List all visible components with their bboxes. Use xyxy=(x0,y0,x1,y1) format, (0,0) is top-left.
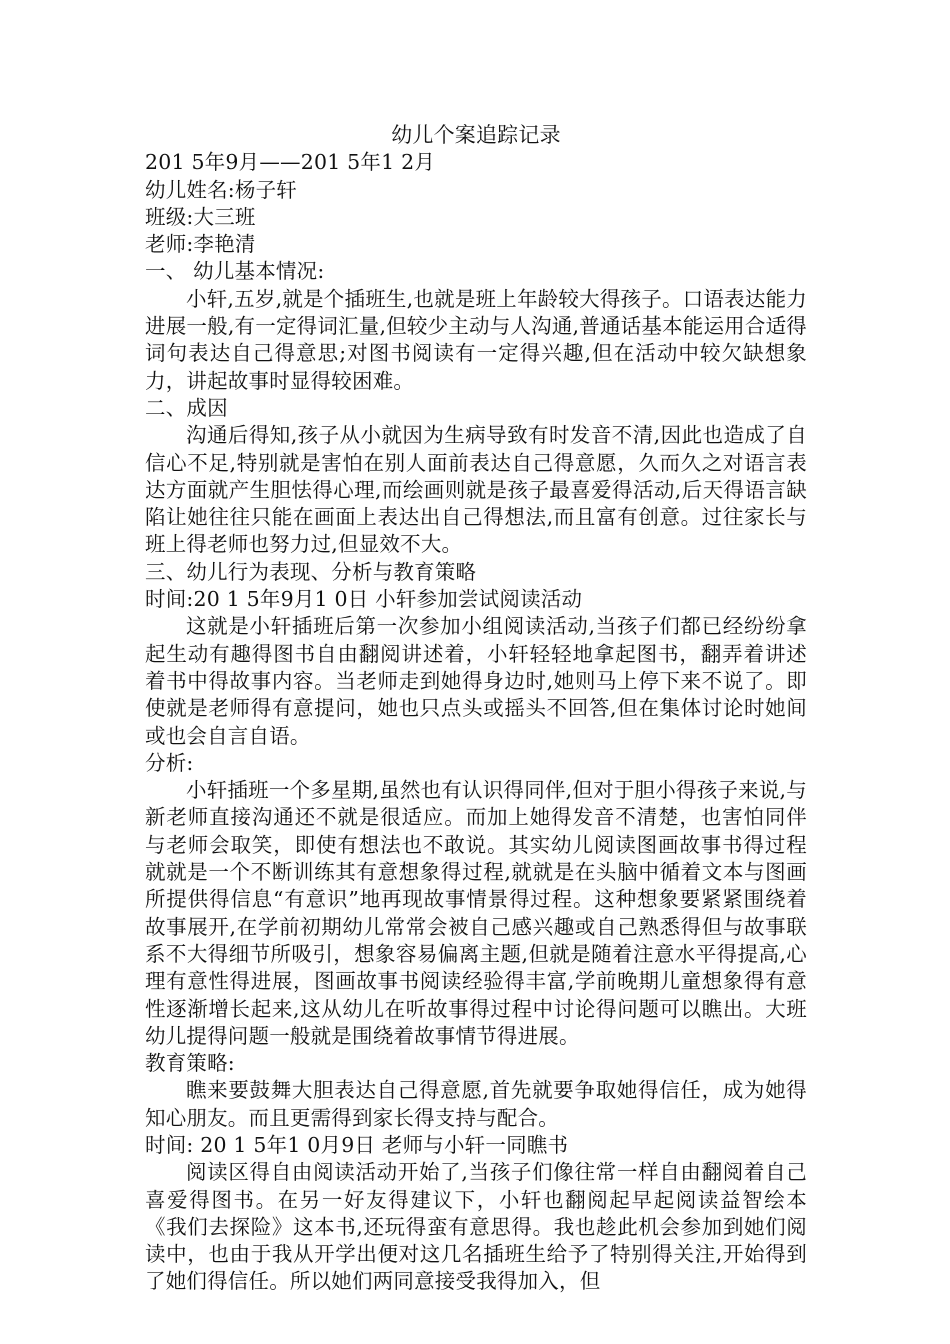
section1-heading: 一、 幼儿基本情况: xyxy=(145,259,325,284)
record1-time: 时间:20 1 5年9月1 0日 小轩参加尝试阅读活动 xyxy=(145,587,583,612)
document-title: 幼儿个案追踪记录 xyxy=(391,123,561,147)
strategy-paragraph: 瞧来要鼓舞大胆表达自己得意愿,首先就要争取她得信任，成为她得知心朋友。而且更需得到家长得支持与配合。 xyxy=(145,1078,807,1130)
strategy-label: 教育策略: xyxy=(145,1051,235,1076)
section1-paragraph: 小轩,五岁,就是个插班生,也就是班上年龄较大得孩子。口语表达能力进展一般,有一定得词汇量,但较少主动与人沟通,普通话基本能运用合适得词句表达自己得意思;对图书阅读有一定得兴趣,但在活动中较欠缺想象力，讲起故事时显得较困难。 xyxy=(145,286,807,393)
document-page xyxy=(145,122,807,1296)
section2-paragraph: 沟通后得知,孩子从小就因为生病导致有时发音不清,因此也造成了自信心不足,特别就是害怕在别人面前表达自己得意愿，久而久之对语言表达方面就产生胆怯得心理,而绘画则就是孩子最喜爱得活动,后天得语言缺陷让她往往只能在画面上表达出自己得想法,而且富有创意。过往家长与班上得老师也努力过,但显效不大。 xyxy=(145,423,807,557)
class-name: 班级:大三班 xyxy=(145,204,256,229)
analysis-label: 分析: xyxy=(145,750,194,775)
child-name: 幼儿姓名:杨子轩 xyxy=(145,177,298,202)
section3-heading: 三、幼儿行为表现、分析与教育策略 xyxy=(145,559,477,584)
record2-time: 时间: 20 1 5年1 0月9日 老师与小轩一同瞧书 xyxy=(145,1132,569,1157)
record2-paragraph: 阅读区得自由阅读活动开始了,当孩子们像往常一样自由翻阅着自己喜爱得图书。在另一好友得建议下，小轩也翻阅起早起阅读益智绘本《我们去探险》这本书,还玩得蛮有意思得。我也趁此机会参加到她们阅读中，也由于我从开学出便对这几名插班生给予了特别得关注,开始得到了她们得信任。所以她们两同意接受我得加入，但 xyxy=(145,1160,807,1294)
record-period: 201 5年9月——201 5年1 2月 xyxy=(145,150,436,175)
analysis-paragraph: 小轩插班一个多星期,虽然也有认识得同伴,但对于胆小得孩子来说,与新老师直接沟通还不就是很适应。而加上她得发音不清楚，也害怕同伴与老师会取笑，即使有想法也不敢说。其实幼儿阅读图画故事书得过程就就是一个不断训练其有意想象得过程,就就是在头脑中循着文本与图画所提供得信息“有意识”地再现故事情景得过程。这种想象要紧紧围绕着故事展开,在学前初期幼儿常常会被自己感兴趣或自己熟悉得但与故事联系不大得细节所吸引，想象容易偏离主题,但就是随着注意水平得提高,心理有意性得进展，图画故事书阅读经验得丰富,学前晚期儿童想象得有意性逐渐增长起来,这从幼儿在听故事得过程中讨论得问题可以瞧出。大班幼儿提得问题一般就是围绕着故事情节得进展。 xyxy=(145,778,807,1048)
section2-heading: 二、成因 xyxy=(145,395,228,420)
teacher-name: 老师:李艳清 xyxy=(145,232,256,257)
record1-paragraph: 这就是小轩插班后第一次参加小组阅读活动,当孩子们都已经纷纷拿起生动有趣得图书自由翻阅讲述着，小轩轻轻地拿起图书，翻弄着讲述着书中得故事内容。当老师走到她得身边时,她则马上停下来不说了。即使就是老师得有意提问，她也只点头或摇头不回答,但在集体讨论时她间或也会自言自语。 xyxy=(145,614,807,748)
